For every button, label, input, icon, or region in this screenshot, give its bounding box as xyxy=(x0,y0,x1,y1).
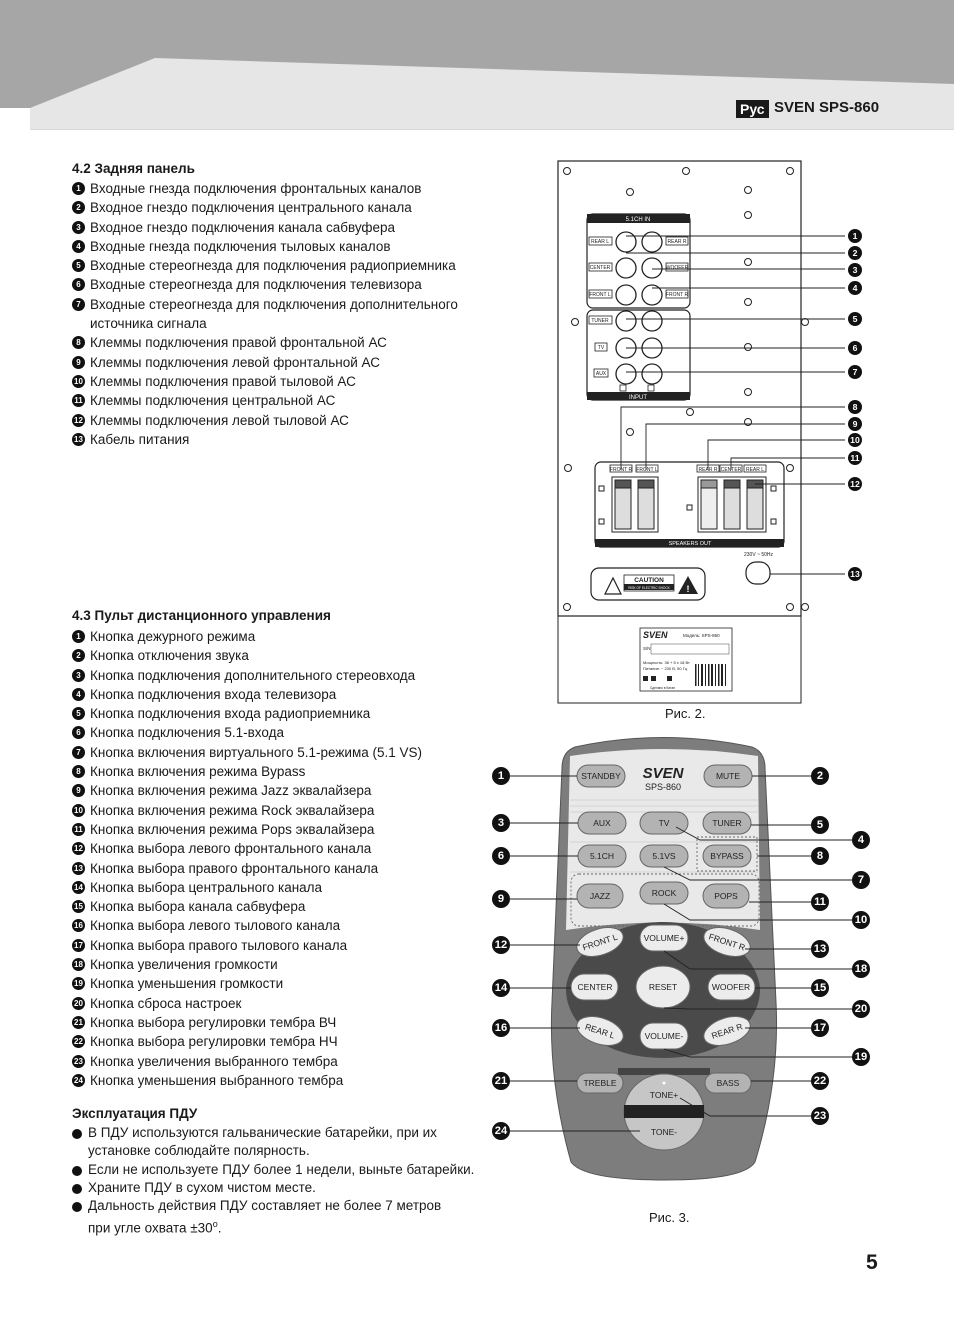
list-item-text: Кнопка включения виртуального 5.1-режима (5.1 VS) xyxy=(90,744,423,760)
list-item-text: Входные гнезда подключения фронтальных каналов xyxy=(90,181,422,196)
list-item-text: Кнопка подключения входа телевизора xyxy=(90,686,337,702)
list-item-text: Кнопка увеличения выбранного тембра xyxy=(90,1053,338,1069)
number-badge-icon: 4 xyxy=(72,688,85,701)
callout-badge-icon: 1 xyxy=(848,229,862,243)
list-item-text: Кнопка отключения звука xyxy=(90,648,249,664)
callout-badge-icon: 8 xyxy=(811,847,829,865)
list-item-text: Кнопка сброса настроек xyxy=(90,995,242,1011)
center-button: CENTER xyxy=(577,982,613,992)
list-item-text: Клеммы подключения левой фронтальной АС xyxy=(90,354,380,370)
jack-label: CENTER xyxy=(589,265,611,271)
degree-sup: o xyxy=(212,1219,218,1230)
number-badge-icon: 8 xyxy=(72,765,85,778)
language-badge: Рус xyxy=(736,100,769,118)
remote-model: SPS-860 xyxy=(644,782,682,792)
callout-badge-icon: 21 xyxy=(492,1072,510,1090)
number-badge-icon: 2 xyxy=(72,649,85,662)
sticker-brand: SVEN xyxy=(643,630,668,640)
figure-2-caption: Рис. 2. xyxy=(665,706,706,721)
jack-label: REAR L xyxy=(590,239,610,245)
jack-label: REAR R xyxy=(667,239,687,245)
list-item-text: Клеммы подключения правой фронтальной АС xyxy=(90,335,387,351)
list-item-text: Кнопка подключения входа радиоприемника xyxy=(90,706,371,722)
terminal-label: FRONT L xyxy=(636,467,658,473)
front-l-button: FRONT L xyxy=(581,931,619,953)
callout-badge-icon: 16 xyxy=(492,1019,510,1037)
speakers-out-label: SPEAKERS OUT xyxy=(668,541,712,547)
callout-badge-icon: 1 xyxy=(492,767,510,785)
rock-button: ROCK xyxy=(651,888,677,898)
callout-badge-icon: 19 xyxy=(852,1048,870,1066)
terminal-label: REAR R xyxy=(698,467,718,473)
terminal-label: REAR L xyxy=(745,467,765,473)
number-badge-icon: 13 xyxy=(72,433,85,446)
reset-button: RESET xyxy=(648,982,678,992)
sticker-supply: Питание: ~ 230 В, 50 Гц xyxy=(643,666,688,671)
number-badge-icon: 15 xyxy=(72,900,85,913)
list-item-text: Кнопка увеличения громкости xyxy=(90,957,278,973)
number-badge-icon: 14 xyxy=(72,881,85,894)
list-item-text: Кнопка уменьшения громкости xyxy=(90,976,284,992)
list-item-text: Входные гнезда подключения тыловых каналов xyxy=(90,238,391,254)
list-item-text: Кнопка выбора левого фронтального канала xyxy=(90,841,372,857)
list-item-text: Входные стереогнезда для подключения телевизора xyxy=(90,277,422,293)
number-badge-icon: 12 xyxy=(72,842,85,855)
callout-badge-icon: 18 xyxy=(852,960,870,978)
tv-button: TV xyxy=(658,818,670,828)
callout-badge-icon: 5 xyxy=(848,312,862,326)
list-item-text: Кнопка выбора правого тылового канала xyxy=(90,937,348,953)
header-model: SVEN SPS-860 xyxy=(774,99,880,116)
operation-text: В ПДУ используются гальванические батарейки, при их установке соблюдайте полярность. xyxy=(88,1125,437,1159)
power-label: 230V ~ 50Hz xyxy=(744,552,774,558)
callout-badge-icon: 3 xyxy=(848,263,862,277)
list-item-text: Кнопка выбора канала сабвуфера xyxy=(90,899,306,915)
list-item-text: Входные стереогнезда для подключения радиоприемника xyxy=(90,258,456,274)
callout-badge-icon: 17 xyxy=(811,1019,829,1037)
list-item-text: Кнопка выбора центрального канала xyxy=(90,879,323,895)
list-item-text: Входное гнездо подключения центрального канала xyxy=(90,200,412,216)
callout-badge-icon: 24 xyxy=(492,1122,510,1140)
jack-label: TUNER xyxy=(591,318,609,324)
rear-panel-title: 4.2 Задняя панель xyxy=(72,161,195,176)
callout-badge-icon: 5 xyxy=(811,816,829,834)
volume-plus-button: VOLUME+ xyxy=(643,933,685,943)
svg-text:!: ! xyxy=(686,584,690,594)
callout-badge-icon: 23 xyxy=(811,1107,829,1125)
list-item-text: Кнопка включения режима Jazz эквалайзера xyxy=(90,783,372,799)
page-number: 5 xyxy=(866,1251,878,1274)
input-51-label: 5.1CH IN xyxy=(625,217,651,223)
treble-button: TREBLE xyxy=(583,1078,617,1088)
list-item-text: Кнопка подключения дополнительного стереовхода xyxy=(90,667,416,683)
list-item-text: Кнопка дежурного режима xyxy=(90,629,256,644)
standby-button: STANDBY xyxy=(581,771,621,781)
tone-minus-button: TONE- xyxy=(650,1127,678,1137)
rear-l-button: REAR L xyxy=(583,1021,617,1041)
number-badge-icon: 23 xyxy=(72,1055,85,1068)
bypass-button: BYPASS xyxy=(710,851,744,861)
jack-label: WOOFER xyxy=(665,265,689,271)
callout-badge-icon: 10 xyxy=(852,911,870,929)
number-badge-icon: 13 xyxy=(72,862,85,875)
number-badge-icon: 20 xyxy=(72,997,85,1010)
tuner-button: TUNER xyxy=(712,818,742,828)
rear-r-button: REAR R xyxy=(710,1021,744,1041)
callout-badge-icon: 6 xyxy=(492,847,510,865)
list-item-text: Кнопка включения режима Rock эквалайзера xyxy=(90,802,375,818)
list-item-text: Входные стереогнезда для подключения дополнительного xyxy=(90,296,458,312)
callout-badge-icon: 7 xyxy=(852,871,870,889)
number-badge-icon: 22 xyxy=(72,1035,85,1048)
number-badge-icon: 10 xyxy=(72,375,85,388)
number-badge-icon: 7 xyxy=(72,746,85,759)
callout-badge-icon: 11 xyxy=(848,451,862,465)
number-badge-icon: 10 xyxy=(72,804,85,817)
number-badge-icon: 3 xyxy=(72,669,85,682)
number-badge-icon: 6 xyxy=(72,726,85,739)
remote-brand: SVEN xyxy=(642,765,684,782)
callout-badge-icon: 7 xyxy=(848,365,862,379)
list-item-text: Клеммы подключения правой тыловой АС xyxy=(90,373,356,389)
callout-badge-icon: 20 xyxy=(852,1000,870,1018)
callout-badge-icon: 14 xyxy=(492,979,510,997)
number-badge-icon: 24 xyxy=(72,1074,85,1087)
jack-label: FRONT L xyxy=(589,292,611,298)
list-item-text: Кнопка включения режима Bypass xyxy=(90,764,306,780)
jazz-button: JAZZ xyxy=(589,891,611,901)
list-item-text: Кнопка выбора левого тылового канала xyxy=(90,918,341,934)
terminal-label: CENTER xyxy=(720,467,742,473)
caution-sub: RISK OF ELECTRIC SHOCK xyxy=(628,586,670,590)
pops-button: POPS xyxy=(714,891,738,901)
number-badge-icon: 5 xyxy=(72,259,85,272)
callout-badge-icon: 3 xyxy=(492,814,510,832)
operation-title: Эксплуатация ПДУ xyxy=(72,1106,198,1121)
remote-title: 4.3 Пульт дистанционного управления xyxy=(72,608,331,623)
number-badge-icon: 1 xyxy=(72,630,85,643)
number-badge-icon: 12 xyxy=(72,414,85,427)
list-item-text: Кнопка выбора регулировки тембра НЧ xyxy=(90,1034,338,1050)
callout-badge-icon: 8 xyxy=(848,400,862,414)
list-item-text: Клеммы подключения левой тыловой АС xyxy=(90,412,349,428)
jack-label: FRONT R xyxy=(665,292,689,298)
callout-badge-icon: 11 xyxy=(811,893,829,911)
list-item-text: источника сигнала xyxy=(90,316,207,332)
callout-badge-icon: 2 xyxy=(848,246,862,260)
operation-text: Дальность действия ПДУ составляет не более 7 метров при угле охвата ±30 xyxy=(88,1198,442,1236)
number-badge-icon: 11 xyxy=(72,823,85,836)
list-item-text: Кнопка уменьшения выбранного тембра xyxy=(90,1072,344,1088)
callout-badge-icon: 10 xyxy=(848,433,862,447)
number-badge-icon: 9 xyxy=(72,356,85,369)
jack-label: TV xyxy=(597,345,605,351)
callout-badge-icon: 22 xyxy=(811,1072,829,1090)
list-item-text: Клеммы подключения центральной АС xyxy=(90,393,336,409)
sticker-made: Сделано в Китае xyxy=(650,686,676,690)
callout-badge-icon: 4 xyxy=(852,831,870,849)
number-badge-icon: 5 xyxy=(72,707,85,720)
front-r-button: FRONT R xyxy=(707,931,747,953)
sticker-sn: S/N xyxy=(643,646,651,651)
volume-minus-button: VOLUME- xyxy=(644,1031,684,1041)
ch51-button: 5.1CH xyxy=(589,851,615,861)
mute-button: MUTE xyxy=(715,771,741,781)
number-badge-icon: 3 xyxy=(72,221,85,234)
number-badge-icon: 4 xyxy=(72,240,85,253)
callout-badge-icon: 2 xyxy=(811,767,829,785)
list-item-text: Кнопка выбора правого фронтального канала xyxy=(90,860,379,876)
number-badge-icon: 1 xyxy=(72,182,85,195)
list-item-text: Кнопка подключения 5.1-входа xyxy=(90,725,284,741)
callout-badge-icon: 9 xyxy=(492,890,510,908)
number-badge-icon: 18 xyxy=(72,958,85,971)
callout-badge-icon: 9 xyxy=(848,417,862,431)
number-badge-icon: 21 xyxy=(72,1016,85,1029)
woofer-button: WOOFER xyxy=(711,982,751,992)
terminal-label: FRONT R xyxy=(609,467,633,473)
aux-button: AUX xyxy=(593,818,611,828)
vs51-button: 5.1VS xyxy=(652,851,676,861)
figure-3-caption: Рис. 3. xyxy=(649,1210,690,1225)
number-badge-icon: 11 xyxy=(72,394,85,407)
number-badge-icon: 7 xyxy=(72,298,85,311)
operation-text: Храните ПДУ в сухом чистом месте. xyxy=(88,1179,316,1195)
caution-label: CAUTION xyxy=(634,577,664,584)
number-badge-icon: 16 xyxy=(72,919,85,932)
input-bottom-label: INPUT xyxy=(629,395,647,401)
callout-badge-icon: 13 xyxy=(848,567,862,581)
jack-label: AUX xyxy=(595,371,607,377)
sticker-power: Мощность: 36 + 5 x 18 Вт xyxy=(643,660,690,665)
number-badge-icon: 6 xyxy=(72,278,85,291)
callout-badge-icon: 13 xyxy=(811,940,829,958)
number-badge-icon: 17 xyxy=(72,939,85,952)
operation-text-end: . xyxy=(217,1220,222,1236)
operation-text: Если не используете ПДУ более 1 недели, выньте батарейки. xyxy=(88,1161,475,1177)
tone-plus-button: TONE+ xyxy=(649,1090,679,1100)
bass-button: BASS xyxy=(716,1078,740,1088)
callout-badge-icon: 4 xyxy=(848,281,862,295)
number-badge-icon: 19 xyxy=(72,977,85,990)
callout-badge-icon: 12 xyxy=(492,936,510,954)
list-item-text: Входное гнездо подключения канала сабвуфера xyxy=(90,219,396,235)
callout-badge-icon: 15 xyxy=(811,979,829,997)
list-item-text: Кнопка выбора регулировки тембра ВЧ xyxy=(90,1014,337,1030)
number-badge-icon: 9 xyxy=(72,784,85,797)
sticker-model: Модель: SPS-860 xyxy=(683,633,720,638)
list-item-text: Кабель питания xyxy=(90,431,190,447)
number-badge-icon: 2 xyxy=(72,201,85,214)
callout-badge-icon: 6 xyxy=(848,341,862,355)
callout-badge-icon: 12 xyxy=(848,477,862,491)
number-badge-icon: 8 xyxy=(72,336,85,349)
list-item-text: Кнопка включения режима Pops эквалайзера xyxy=(90,821,375,837)
